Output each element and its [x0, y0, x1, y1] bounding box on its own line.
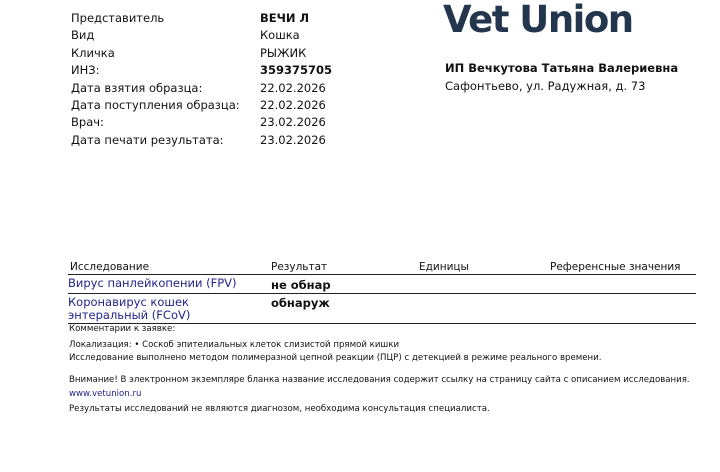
table-row: [68, 294, 696, 324]
info-label: Врач:: [71, 115, 104, 130]
header-test: Исследование: [70, 261, 150, 273]
info-row-nickname: [71, 45, 332, 62]
header-result: Результат: [271, 261, 328, 273]
comments-label: Комментарии к заявке:: [69, 324, 176, 334]
table-row: [68, 275, 696, 294]
results-table: [68, 260, 696, 324]
info-label: Дата печати результата:: [71, 132, 224, 147]
info-row-received-date: [71, 97, 332, 114]
website-link[interactable]: www.vetunion.ru: [69, 389, 142, 399]
clinic-name: ИП Вечкутова Татьяна Валериевна: [445, 61, 679, 75]
info-row-print-date: [71, 132, 332, 149]
localization-note: Локализация: • Соскоб эпителиальных клеток слизистой прямой кишки: [69, 340, 400, 350]
attention-note: Внимание! В электронном экземпляре бланка название исследования содержит ссылку на страницу сайта с описанием исследования.: [69, 375, 690, 385]
info-value: 23.02.2026: [260, 132, 326, 147]
info-value: Кошка: [260, 28, 300, 43]
test-name-link[interactable]: Коронавирус кошек энтеральный (FCoV): [68, 295, 191, 322]
header-units: Единицы: [419, 261, 469, 273]
info-value: ВЕЧИ Л: [260, 11, 310, 25]
info-row-species: [71, 27, 332, 44]
test-name-link[interactable]: Вирус панлейкопении (FPV): [68, 276, 237, 290]
info-value: 23.02.2026: [260, 115, 326, 130]
info-row-doctor: [71, 114, 332, 131]
info-value: 22.02.2026: [260, 98, 326, 113]
results-header: [68, 260, 696, 275]
info-label: Представитель: [71, 11, 165, 25]
info-label: Вид: [71, 28, 95, 43]
test-result: не обнар: [271, 278, 331, 292]
info-row-representative: [71, 10, 332, 27]
info-label: Кличка: [71, 45, 115, 60]
clinic-address: Сафонтьево, ул. Радужная, д. 73: [445, 79, 646, 93]
vet-union-logo: Vet Union: [443, 0, 633, 41]
patient-info-table: [71, 10, 332, 149]
info-label: Дата взятия образца:: [71, 80, 203, 95]
disclaimer-note: Результаты исследований не являются диагнозом, необходима консультация специалиста.: [69, 404, 490, 414]
info-label: ИНЗ:: [71, 63, 100, 78]
header-reference: Референсные значения: [550, 261, 681, 273]
method-note: Исследование выполнено методом полимеразной цепной реакции (ПЦР) с детекцией в режиме реального времени.: [69, 353, 602, 363]
info-row-sample-date: [71, 80, 332, 97]
info-value: 359375705: [260, 63, 333, 78]
info-row-inz: [71, 62, 332, 79]
info-value: РЫЖИК: [260, 45, 307, 60]
test-result: обнаруж: [271, 296, 330, 310]
info-value: 22.02.2026: [260, 80, 326, 95]
info-label: Дата поступления образца:: [71, 98, 240, 113]
